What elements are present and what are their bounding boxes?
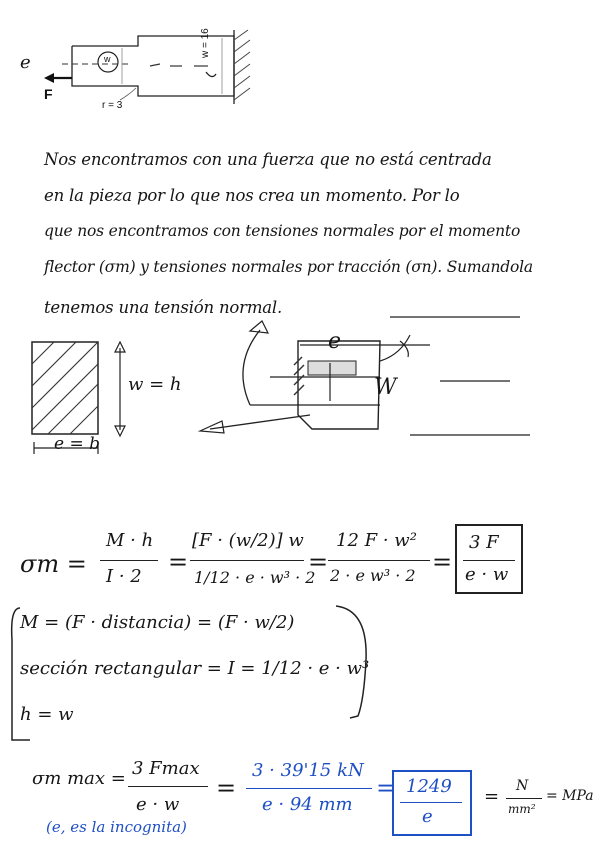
eq2-units-bar [506, 798, 542, 799]
width-label: w [104, 54, 111, 64]
width-dim-label: w = 16 [200, 28, 211, 58]
eq2-f2-den: e · 94 mm [262, 794, 353, 815]
paragraph-line-1: Nos encontramos con una fuerza que no está centrada [44, 150, 492, 169]
eq1-f2-num: [F · (w/2)] w [192, 530, 304, 551]
eq2-units-den: mm² [508, 802, 536, 816]
part-diagram [0, 0, 600, 120]
part-drawing [0, 0, 600, 120]
eq2-f1-num: 3 Fmax [132, 758, 200, 779]
eq2-units-num: N [516, 778, 529, 794]
eq2-f1-den: e · w [136, 794, 180, 815]
eq2-lhs: σm max = [32, 768, 126, 789]
eq2-units-eq: = [484, 786, 500, 807]
eq1-lhs: σm = [20, 550, 87, 578]
paragraph-line-2: en la pieza por lo que nos crea un momento. Por lo [44, 186, 460, 205]
eq1-f3-den: 2 · e w³ · 2 [330, 566, 416, 585]
definition-moment: M = (F · distancia) = (F · w/2) [20, 612, 295, 633]
section-diagram [20, 330, 200, 470]
eq1-eq2: = [168, 548, 189, 576]
eq2-result-num: 1249 [406, 776, 452, 797]
eq1-result-num: 3 F [469, 532, 499, 553]
eq1-f3-bar [328, 560, 430, 561]
eq2-units-result: = MPa [546, 788, 594, 804]
eq1-f1-bar [100, 560, 158, 561]
eq1-eq3: = [308, 548, 329, 576]
eq2-f2-bar [246, 788, 372, 789]
paragraph-line-4: flector (σm) y tensiones normales por tracción (σn). Sumandola [44, 258, 533, 276]
eq1-f3-num: 12 F · w² [336, 530, 417, 551]
equation-2 [0, 752, 600, 848]
section-w-label: w = h [128, 374, 182, 395]
eq1-eq4: = [432, 548, 453, 576]
eq1-f2-bar [190, 560, 304, 561]
eq1-f2-den: 1/12 · e · w³ · 2 [194, 568, 316, 587]
section-drawing [20, 330, 200, 470]
force-label: F [44, 86, 53, 102]
eq2-f1-bar [128, 786, 208, 787]
eq2-note: (e, es la incognita) [46, 818, 187, 836]
eq2-result-bar [400, 802, 462, 803]
e-label-top: e [20, 52, 31, 73]
eq2-eq3: = [376, 774, 397, 802]
radius-label: r = 3 [102, 100, 123, 111]
eq1-f1-num: M · h [106, 530, 154, 551]
section-e-label: e = b [54, 434, 100, 454]
definition-inertia: sección rectangular = I = 1/12 · e · w³ [20, 658, 370, 679]
beam-w-label: W [374, 375, 397, 400]
eq1-f1-den: I · 2 [106, 566, 142, 587]
eq2-f2-num: 3 · 39'15 kN [252, 760, 364, 781]
eq2-result-box [392, 770, 472, 836]
beam-drawing [180, 305, 540, 465]
eq2-eq2: = [216, 774, 237, 802]
eq1-result-den: e · w [465, 564, 509, 585]
beam-e-label: e [328, 329, 342, 354]
equation-1 [0, 510, 600, 600]
paragraph-line-3: que nos encontramos con tensiones normales por el momento [44, 222, 521, 240]
beam-diagram [180, 305, 540, 465]
eq2-result-den: e [422, 806, 433, 827]
eq1-result-box [455, 524, 523, 594]
definitions-block [6, 600, 370, 742]
paragraph-line-5: tenemos una tensión normal. [44, 298, 283, 317]
definition-h: h = w [20, 704, 74, 725]
eq1-result-bar [463, 560, 515, 561]
